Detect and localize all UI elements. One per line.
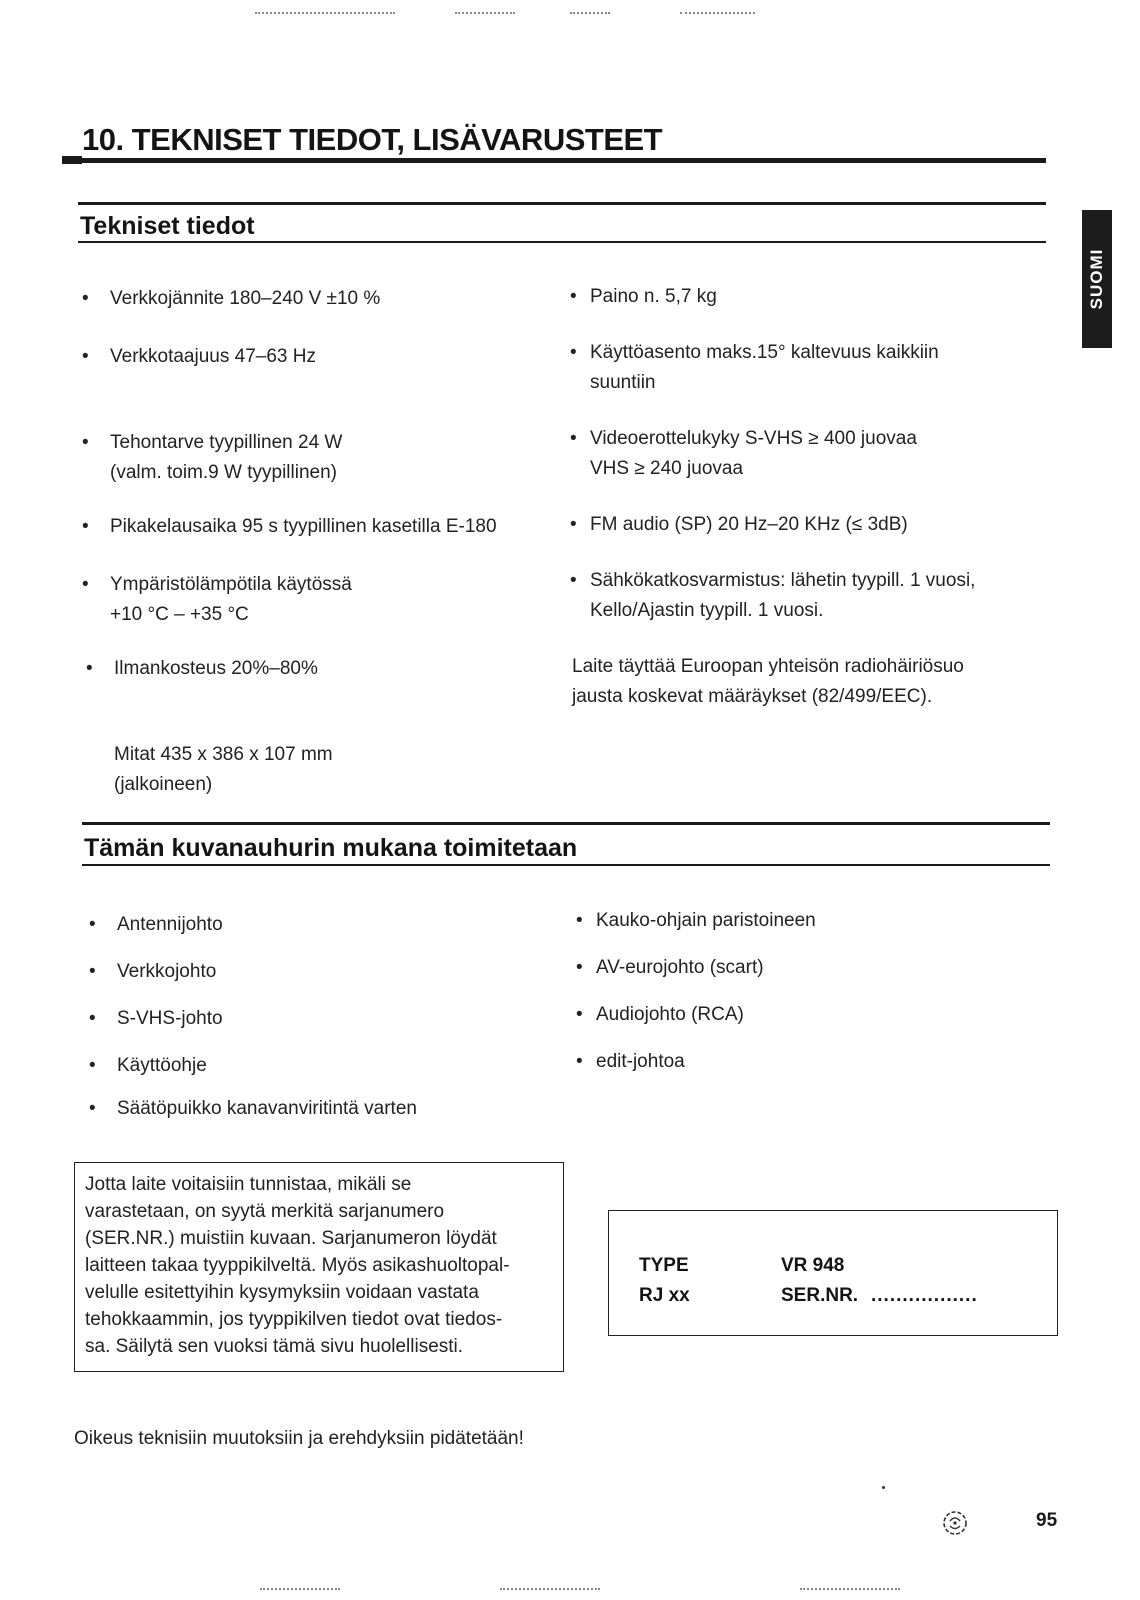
- section-rule-bottom: [78, 241, 1046, 243]
- recycle-icon: [940, 1508, 970, 1538]
- serial-note-box: Jotta laite voitaisiin tunnistaa, mikäli se varastetaan, on syytä merkitä sarjanumero (SER.NR.) muistiin kuvaan. Sarjanumeron löydät laitteen takaa tyyppikilveltä. Myös asikashuoltopal- velulle esitettyihin kysymyksiin voidaan vastata tehokkaammin, jos tyyppikilven tiedot ovat tiedos- sa. Säilytä sen vuoksi tämä sivu huolellisesti.: [74, 1162, 564, 1372]
- scan-marks-top: [455, 12, 515, 16]
- bullet: •: [576, 910, 583, 931]
- spec-item: • Ympäristölämpötila käytössä +10 °C – +35 °C: [110, 570, 352, 630]
- language-tab: [1082, 210, 1112, 348]
- scan-marks-bottom: [500, 1588, 600, 1592]
- type-value: VR 948: [781, 1255, 845, 1276]
- bullet: •: [89, 961, 96, 982]
- scan-marks-top: [255, 12, 395, 16]
- bullet: •: [89, 1055, 96, 1076]
- supplied-item: • Antennijohto: [117, 910, 223, 940]
- bullet: •: [82, 346, 89, 367]
- language-tab-label: SUOMI: [1087, 248, 1106, 310]
- title-rule: [62, 158, 1046, 163]
- bullet: •: [570, 342, 577, 363]
- spec-item: • Tehontarve tyypillinen 24 W (valm. toim.9 W tyypillinen): [110, 428, 342, 488]
- bullet: •: [82, 288, 89, 309]
- bullet: •: [82, 516, 89, 537]
- rj-label: RJ xx: [639, 1285, 690, 1306]
- bullet: •: [570, 570, 577, 591]
- section-rule-bottom: [82, 864, 1050, 866]
- bullet: •: [576, 957, 583, 978]
- spec-item: • Verkkotaajuus 47–63 Hz: [110, 342, 316, 372]
- spec-item: • Sähkökatkosvarmistus: lähetin tyypill. 1 vuosi, Kello/Ajastin tyypill. 1 vuosi.: [590, 566, 975, 626]
- bullet: •: [570, 428, 577, 449]
- supplied-item: • Säätöpuikko kanavanviritintä varten: [117, 1094, 417, 1124]
- type-plate-box: [608, 1210, 1058, 1336]
- sernr-value: .................: [871, 1285, 978, 1306]
- spec-item: • Verkkojännite 180–240 V ±10 %: [110, 284, 380, 314]
- section-rule-top: [82, 822, 1050, 825]
- bullet: •: [570, 514, 577, 535]
- bullet: •: [82, 432, 89, 453]
- scan-marks-top: [680, 12, 755, 16]
- eec-note: Laite täyttää Euroopan yhteisön radiohäiriösuo jausta koskevat määräykset (82/499/EEC).: [572, 656, 964, 707]
- dimensions: Mitat 435 x 386 x 107 mm (jalkoineen): [114, 744, 333, 795]
- spec-item: • Käyttöasento maks.15° kaltevuus kaikkiin suuntiin: [590, 338, 939, 398]
- section-title-supplied: Tämän kuvanauhurin mukana toimitetaan: [84, 834, 578, 862]
- spec-item: • FM audio (SP) 20 Hz–20 KHz (≤ 3dB): [590, 510, 908, 540]
- spec-item: • Paino n. 5,7 kg: [590, 282, 717, 312]
- spec-item: • Pikakelausaika 95 s tyypillinen kasetilla E-180: [110, 512, 497, 542]
- bullet: •: [89, 914, 96, 935]
- sernr-label: SER.NR.: [781, 1285, 859, 1306]
- supplied-item: • Kauko-ohjain paristoineen: [596, 906, 816, 936]
- section-rule-top: [78, 202, 1046, 205]
- spec-item: • Ilmankosteus 20%–80%: [114, 654, 318, 684]
- bullet: •: [570, 286, 577, 307]
- dot-mark: [882, 1486, 885, 1489]
- scan-marks-bottom: [800, 1588, 900, 1592]
- supplied-item: • edit-johtoa: [596, 1047, 685, 1077]
- supplied-item: • S-VHS-johto: [117, 1004, 223, 1034]
- bullet: •: [576, 1004, 583, 1025]
- spec-item: • Videoerottelukyky S-VHS ≥ 400 juovaa VHS ≥ 240 juovaa: [590, 424, 917, 484]
- page-title: 10. TEKNISET TIEDOT, LISÄVARUSTEET: [82, 122, 663, 157]
- scan-marks-top: [570, 12, 610, 16]
- supplied-item: • Audiojohto (RCA): [596, 1000, 744, 1030]
- bullet: •: [576, 1051, 583, 1072]
- bullet: •: [82, 574, 89, 595]
- supplied-item: • AV-eurojohto (scart): [596, 953, 764, 983]
- bullet: •: [89, 1008, 96, 1029]
- disclaimer: Oikeus teknisiin muutoksiin ja erehdyksiin pidätetään!: [74, 1428, 524, 1449]
- supplied-item: • Verkkojohto: [117, 957, 216, 987]
- page-number: 95: [1036, 1510, 1058, 1531]
- bullet: •: [89, 1098, 96, 1119]
- supplied-item: • Käyttöohje: [117, 1051, 207, 1081]
- title-rule-accent: [62, 156, 82, 164]
- bullet: •: [86, 658, 93, 679]
- section-title-tech: Tekniset tiedot: [80, 212, 255, 240]
- type-label: TYPE: [639, 1255, 689, 1276]
- scan-marks-bottom: [260, 1588, 340, 1592]
